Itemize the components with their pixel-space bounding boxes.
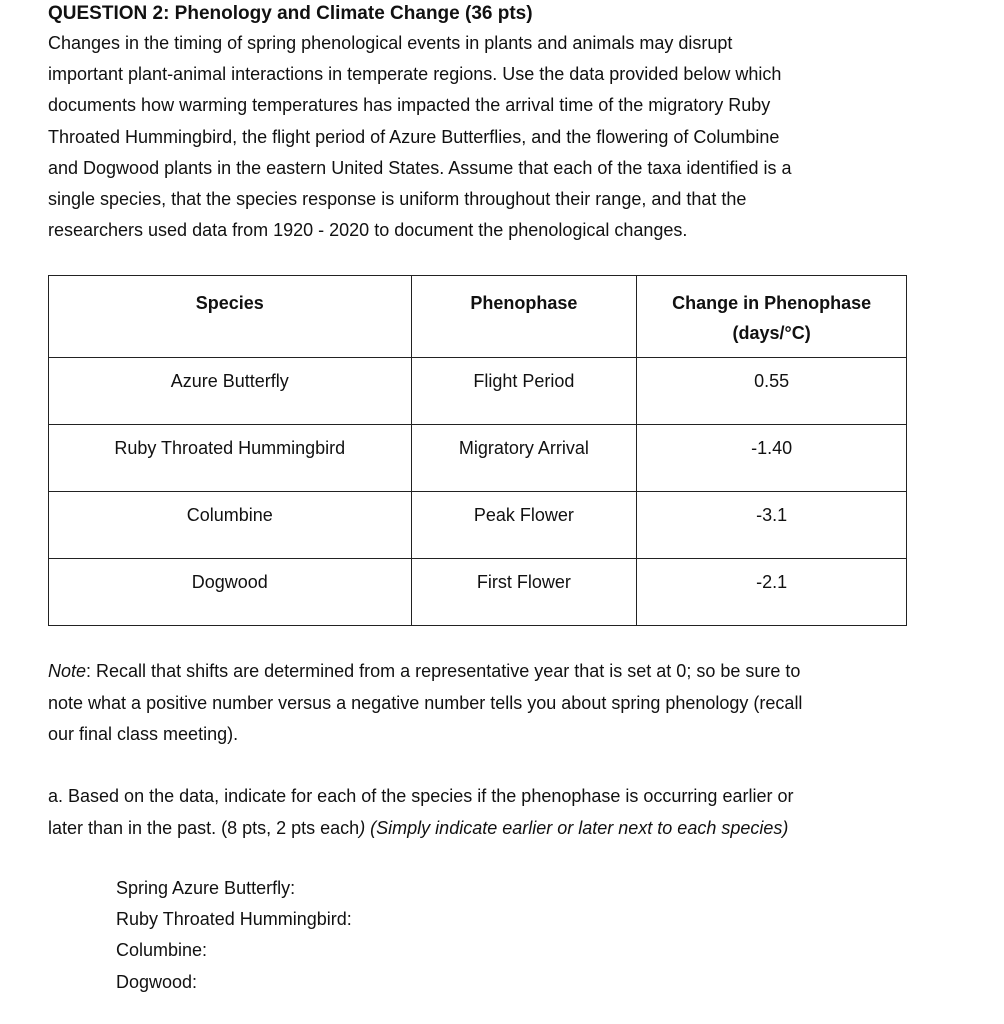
intro-line: and Dogwood plants in the eastern United States. Assume that each of the taxa identified is a xyxy=(48,157,792,178)
phenology-table xyxy=(48,275,907,626)
table-row xyxy=(49,492,907,559)
intro-line: Changes in the timing of spring phenological events in plants and animals may disrupt xyxy=(48,33,733,53)
answer-item-columbine: Columbine: xyxy=(116,940,208,961)
cell-change: -2.1 xyxy=(637,559,907,626)
cell-phenophase: First Flower xyxy=(411,559,637,626)
note-line: our final class meeting). xyxy=(48,724,239,744)
table-row xyxy=(49,425,907,492)
cell-phenophase: Flight Period xyxy=(411,358,637,425)
part-a-instruction: ) (Simply indicate earlier or later next to each species) xyxy=(359,817,789,838)
header-phenophase: Phenophase xyxy=(411,276,637,358)
part-a-line: a. Based on the data, indicate for each of the species if the phenophase is occurring earlier or xyxy=(48,786,794,806)
intro-line: documents how warming temperatures has impacted the arrival time of the migratory Ruby xyxy=(48,95,771,116)
header-species: Species xyxy=(49,276,412,358)
note-line: note what a positive number versus a negative number tells you about spring phenology (recall xyxy=(48,692,803,713)
intro-line: researchers used data from 1920 - 2020 to document the phenological changes. xyxy=(48,220,688,241)
note-line1-text: : Recall that shifts are determined from a representative year that is set at 0; so be sure to xyxy=(86,661,801,681)
cell-phenophase: Migratory Arrival xyxy=(411,425,637,492)
answer-list xyxy=(116,873,352,998)
intro-line: important plant-animal interactions in temperate regions. Use the data provided below which xyxy=(48,64,782,85)
note-label: Note xyxy=(48,661,87,681)
intro-line: Throated Hummingbird, the flight period of Azure Butterflies, and the flowering of Columbine xyxy=(48,126,780,147)
cell-phenophase: Peak Flower xyxy=(411,492,637,559)
header-change-line1: Change in Phenophase xyxy=(672,293,872,313)
table-row xyxy=(49,358,907,425)
note-line xyxy=(48,656,938,688)
cell-species: Dogwood xyxy=(49,559,412,626)
header-change xyxy=(637,276,907,358)
note-paragraph xyxy=(48,656,938,751)
header-change-line2: (days/°C) xyxy=(732,323,811,343)
cell-change: -3.1 xyxy=(637,492,907,559)
cell-species: Azure Butterfly xyxy=(49,358,412,425)
part-a-line xyxy=(48,813,938,845)
answer-item-butterfly: Spring Azure Butterfly: xyxy=(116,878,296,898)
table-header-row xyxy=(49,276,907,358)
part-a-prompt xyxy=(48,781,938,844)
answer-item-dogwood: Dogwood: xyxy=(116,971,198,992)
cell-species: Columbine xyxy=(49,492,412,559)
answer-item-hummingbird: Ruby Throated Hummingbird: xyxy=(116,909,352,930)
question-title: QUESTION 2: Phenology and Climate Change (36 pts) xyxy=(48,3,533,24)
cell-change: -1.40 xyxy=(637,425,907,492)
cell-change: 0.55 xyxy=(637,358,907,425)
question-intro xyxy=(48,28,928,246)
part-a-points: later than in the past. (8 pts, 2 pts each xyxy=(48,817,360,838)
table-row xyxy=(49,559,907,626)
cell-species: Ruby Throated Hummingbird xyxy=(49,425,412,492)
intro-line: single species, that the species response is uniform throughout their range, and that the xyxy=(48,189,747,210)
